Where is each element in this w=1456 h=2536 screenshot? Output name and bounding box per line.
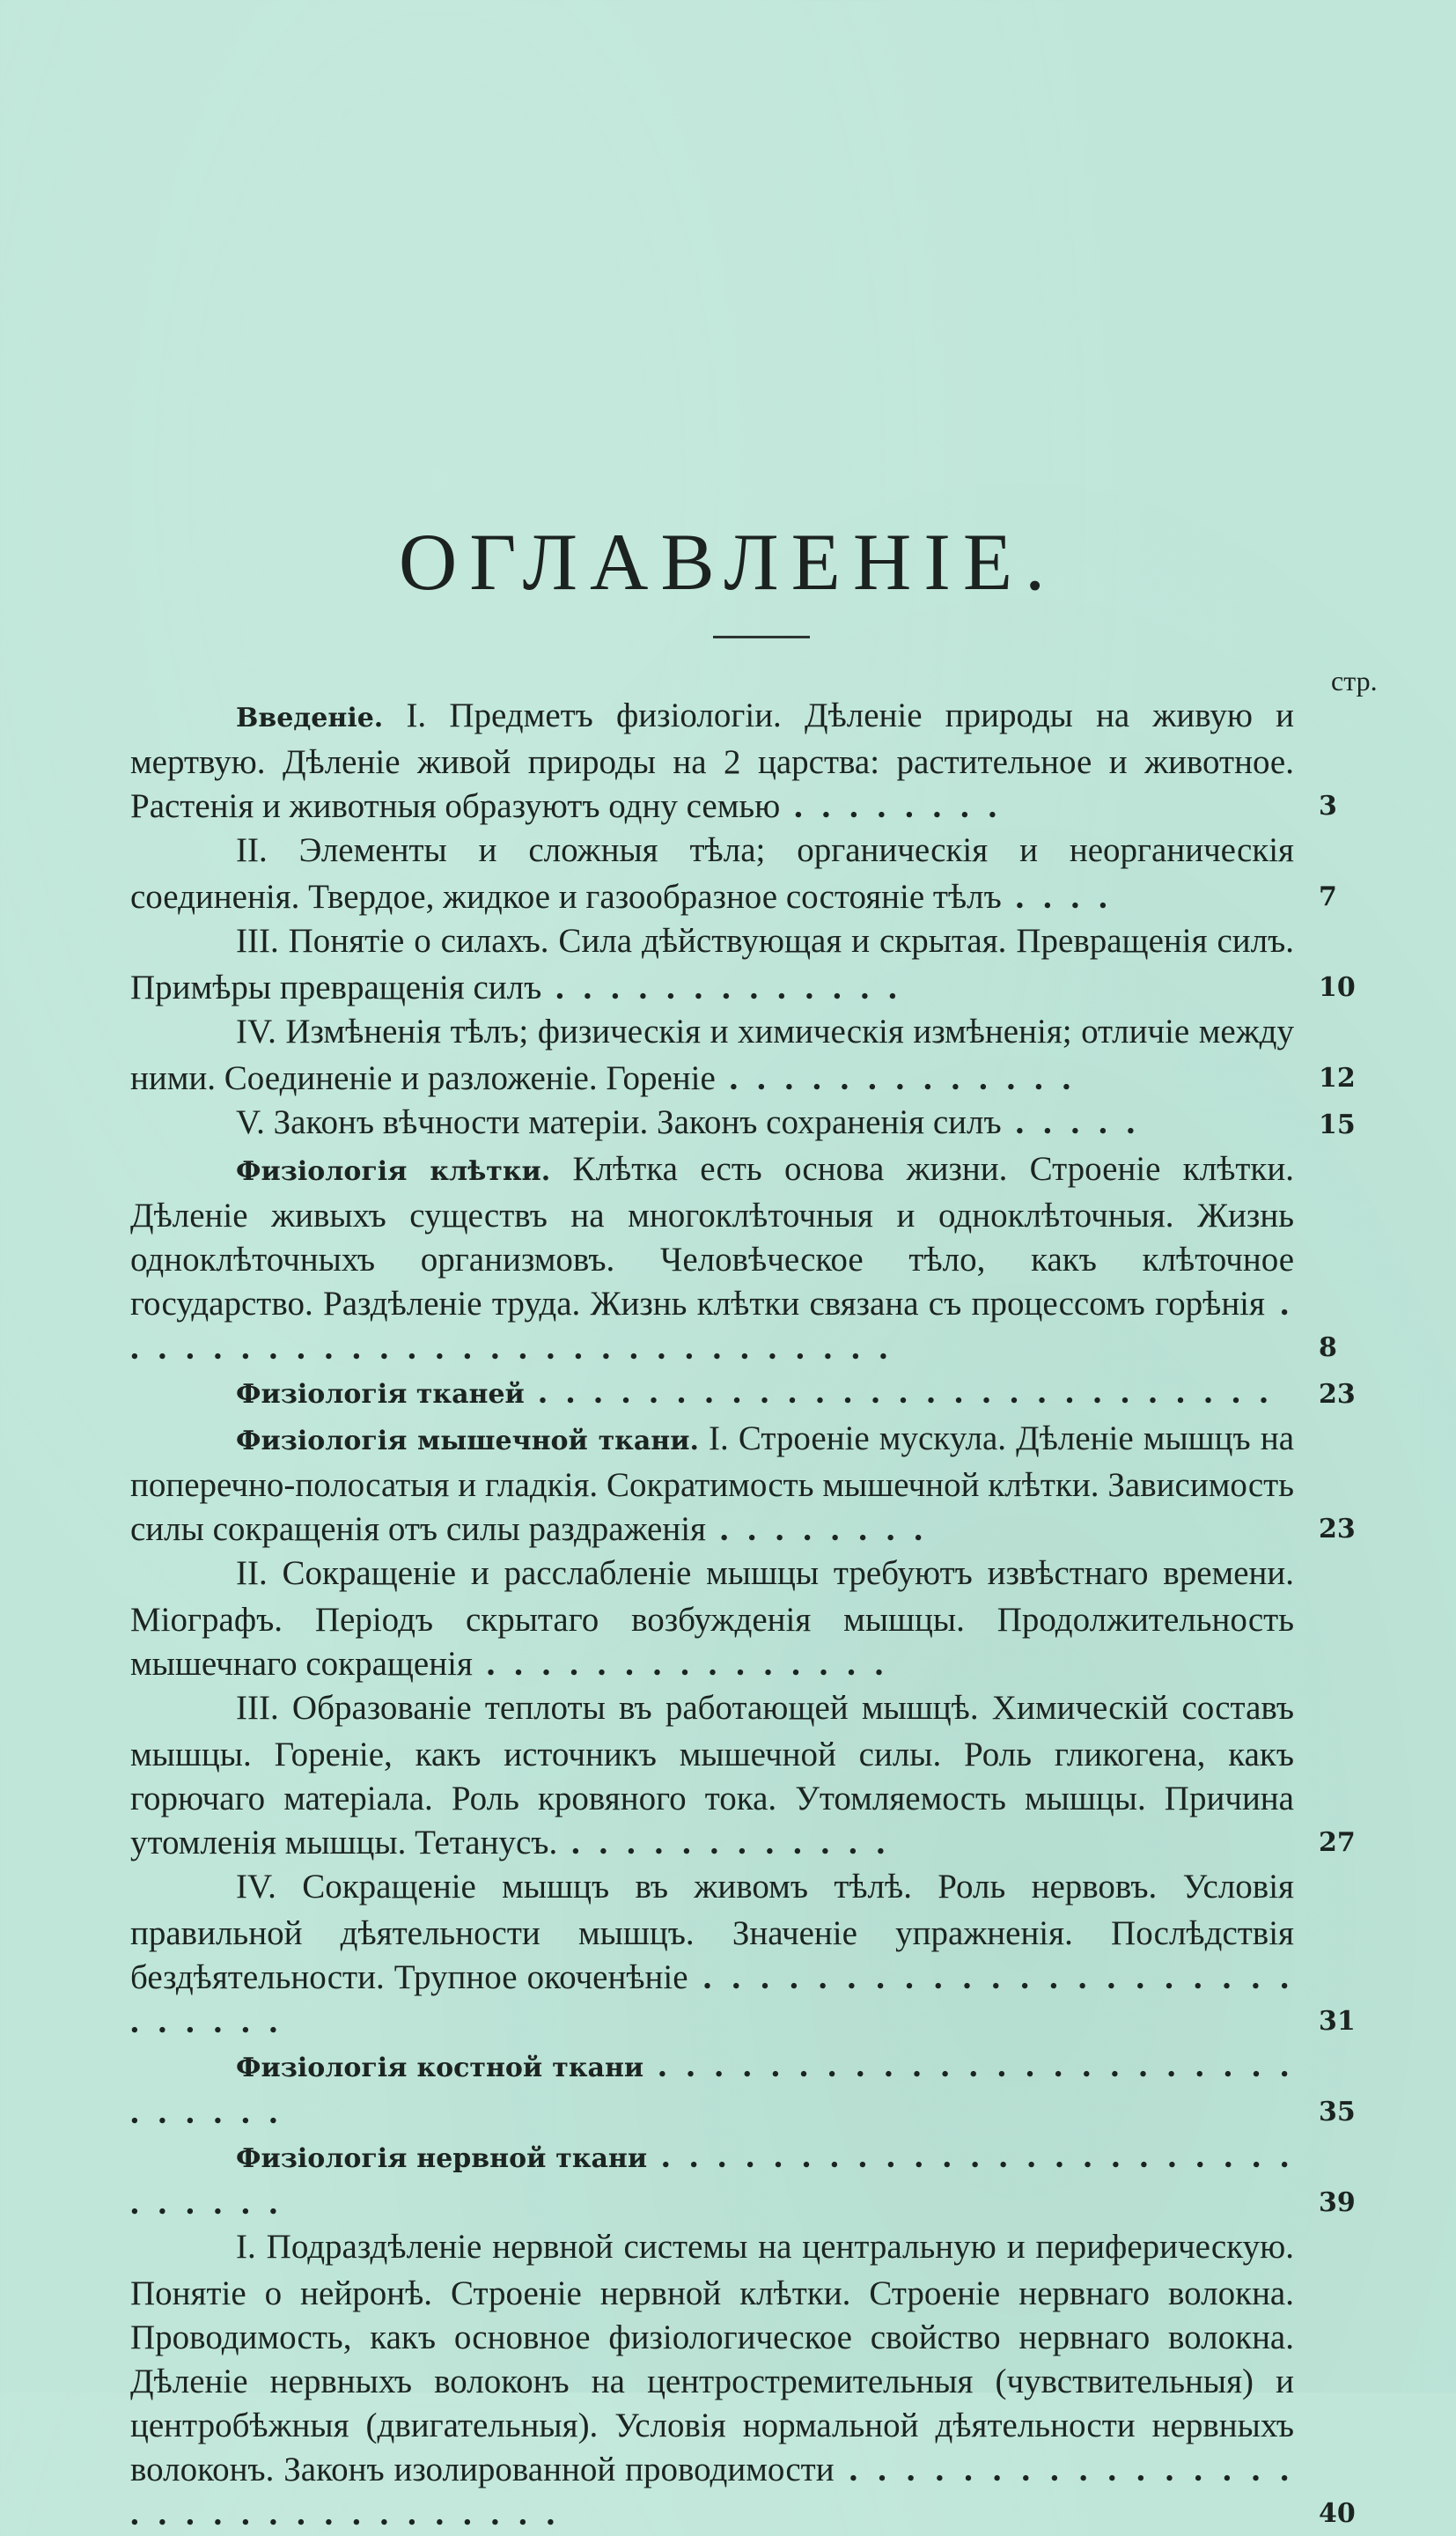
entry-page-number: 3	[1319, 791, 1337, 822]
entry-page-number: 23	[1319, 1379, 1356, 1410]
title-divider	[713, 636, 810, 638]
toc-entry	[130, 1417, 1356, 1552]
leader-dots: . . . . . . . . . . . . .	[715, 1059, 1077, 1097]
entry-text: II. Элементы и сложныя тѣла; органическія и неорганическія соединенія. Твердое, жидкое и газообразное состояніе тѣлъ	[130, 831, 1294, 916]
entry-heading: Физіологія костной ткани	[236, 2053, 644, 2083]
entry-text: IV. Измѣненія тѣлъ; физическія и химическія измѣненія; отличіе между ними. Соединеніе и разложеніе. Гореніе	[130, 1013, 1294, 1097]
entry-text: V. Законъ вѣчности матеріи. Законъ сохраненія силъ	[236, 1103, 1002, 1141]
entry-text: I. Предметъ физіологіи. Дѣленіе природы на живую и мертвую. Дѣленіе живой природы на 2 царства: растительное и животное. Растенія и животныя образуютъ одну семью	[130, 697, 1294, 825]
entry-text: III. Образованіе теплоты въ работающей мышцѣ. Химическій составъ мышцы. Гореніе, какъ источникъ мышечной силы. Роль гликогена, какъ горючаго матеріала. Роль кровяного тока. Утомляемость мышцы. Причина утомленія мышцы. Тетанусъ.	[130, 1689, 1294, 1861]
toc-entry	[130, 1370, 1356, 1417]
entry-text: Клѣтка есть основа жизни. Строеніе клѣтки. Дѣленіе живыхъ существъ на многоклѣточныя и одноклѣточныя. Жизнь одноклѣточныхъ организмовъ. Человѣческое тѣло, какъ клѣточное государство. Раздѣленіе труда. Жизнь клѣтки связана съ процессомъ горѣнія	[130, 1150, 1294, 1323]
entry-page-number: 39	[1319, 2187, 1356, 2218]
entry-page-number: 8	[1319, 1332, 1337, 1363]
entry-text: II. Сокращеніе и расслабленіе мышцы требуютъ извѣстнаго времени. Міографъ. Періодъ скрытаго возбужденія мышцы. Продолжительность мышечнаго сокращенія	[130, 1554, 1294, 1683]
entry-heading: Физіологія мышечной ткани.	[236, 1426, 699, 1456]
entry-text: III. Понятіе о силахъ. Сила дѣйствующая и скрытая. Превращенія силъ. Примѣры превращенія силъ	[130, 922, 1294, 1006]
entry-page-number: 40	[1319, 2498, 1356, 2529]
entry-heading: Физіологія тканей	[236, 1379, 525, 1410]
table-of-contents	[130, 694, 1356, 2536]
entry-page-number: 15	[1319, 1110, 1356, 1140]
entry-page-number: 31	[1319, 2006, 1356, 2037]
leader-dots: . . . .	[1001, 878, 1113, 916]
toc-entry	[130, 2044, 1356, 2134]
entry-page-number: 23	[1319, 1514, 1356, 1544]
entry-heading: Введеніе.	[236, 703, 384, 734]
leader-dots: . . . . . . . . . . . . . . . . . . . . . . . . . . . . .	[130, 1285, 1295, 1367]
leader-dots: . . . . . . . . . . . . . . . . . . . . . . . . . . .	[130, 1958, 1294, 2040]
toc-entry	[130, 829, 1337, 919]
toc-entry	[130, 1552, 1294, 1686]
toc-entry	[130, 2134, 1356, 2225]
toc-entry	[130, 1101, 1356, 1147]
leader-dots: . . . . .	[1001, 1103, 1141, 1141]
entry-text: I. Подраздѣленіе нервной системы на центральную и периферическую. Понятіе о нейронѣ. Строеніе нервной клѣтки. Строеніе нервнаго волокна. Проводимость, какъ основное физіологическое свойство нервнаго волокна. Дѣленіе нервныхъ волоконъ на центростремительныя (чувствительныя) и центробѣжныя (двигательныя). Условія нормальной дѣятельности нервныхъ волоконъ. Законъ изолированной проводимости	[130, 2228, 1294, 2488]
leader-dots: . . . . . . . . . . . . . . . . . . . . . . . . . . . . .	[130, 2046, 1294, 2131]
toc-entry	[130, 919, 1356, 1010]
toc-entry	[130, 694, 1337, 829]
entry-text: IV. Сокращеніе мышцъ въ живомъ тѣлѣ. Роль нервовъ. Условія правильной дѣятельности мышцъ. Значеніе упражненія. Послѣдствія бездѣятельности. Трупное окоченѣніе	[130, 1868, 1294, 1996]
leader-dots: . . . . . . . . . . . . . . . . . . . . . . . . . . . . . . . .	[130, 2451, 1295, 2532]
leader-dots: . . . . . . . . . . . . . . . . . . . . . . . . . . . . .	[130, 2137, 1295, 2222]
entry-page-number: 7	[1319, 881, 1337, 912]
toc-entry	[130, 1010, 1356, 1101]
toc-entry	[130, 1147, 1337, 1370]
leader-dots: . . . . . . . . . . . . . . . . . . . . . . . . . . .	[524, 1373, 1274, 1411]
page-column-header: стр.	[1331, 665, 1378, 697]
entry-text: I. Строеніе мускула. Дѣленіе мышцъ на поперечно-полосатыя и гладкія. Сократимость мышечной клѣтки. Зависимость силы сокращенія отъ силы раздраженія	[130, 1419, 1295, 1548]
entry-page-number: 27	[1319, 1827, 1356, 1858]
toc-entry	[130, 1865, 1356, 2044]
leader-dots: . . . . . . . . . . . . . . .	[472, 1645, 889, 1683]
entry-heading: Физіологія нервной ткани	[236, 2143, 648, 2174]
page-title: ОГЛАВЛЕНІЕ.	[398, 517, 1058, 607]
toc-entry	[130, 1686, 1356, 1865]
entry-page-number: 12	[1319, 1063, 1356, 1094]
entry-page-number: 35	[1319, 2097, 1356, 2127]
leader-dots: . . . . . . . .	[706, 1510, 928, 1548]
toc-entry	[130, 2225, 1356, 2536]
entry-heading: Физіологія клѣтки.	[236, 1156, 551, 1187]
leader-dots: . . . . . . . . . . . .	[557, 1824, 891, 1861]
leader-dots: . . . . . . . . . . . . .	[541, 969, 902, 1006]
entry-page-number: 10	[1319, 972, 1356, 1003]
leader-dots: . . . . . . . .	[780, 787, 1003, 825]
